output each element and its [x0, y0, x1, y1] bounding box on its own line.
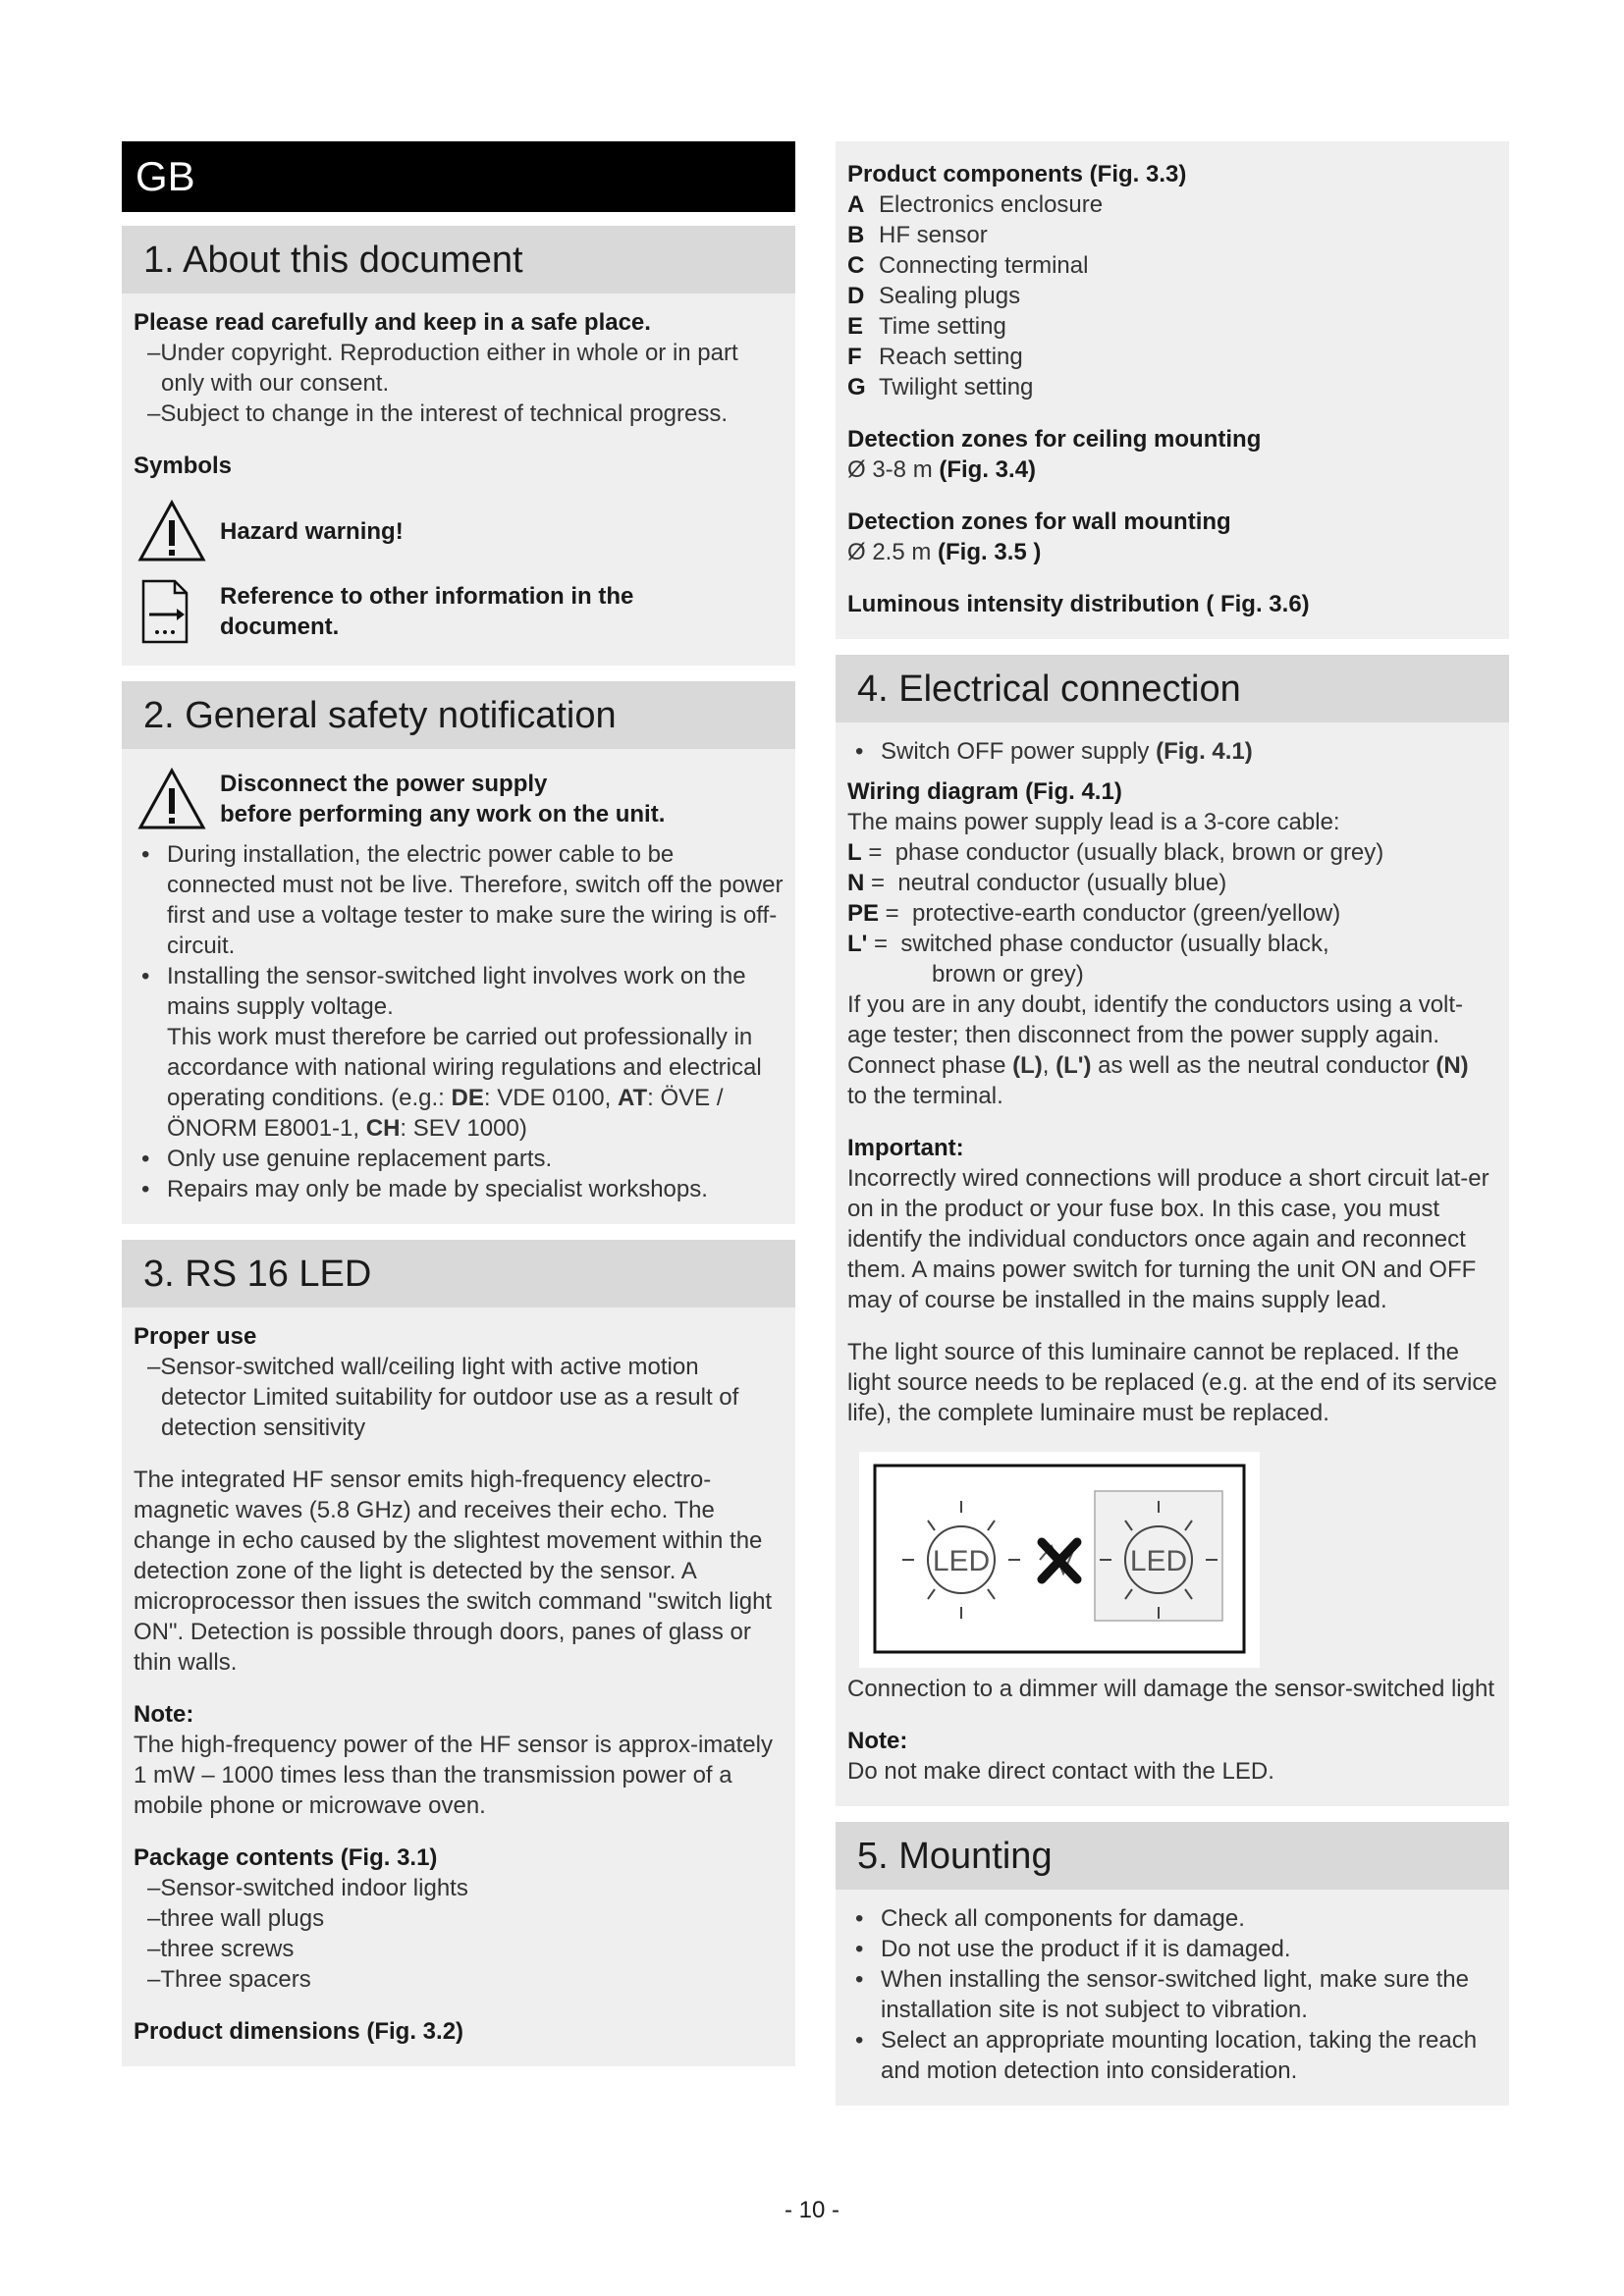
note-text: Do not make direct contact with the LED. [847, 1758, 1274, 1785]
conductor-row: L = phase conductor (usually black, brown or grey) [847, 839, 1384, 866]
light-source-text: The light source of this luminaire cannot be replaced. If the light source needs to be replaced (e.g. at the end of its service life), the complete luminaire must be replaced. [847, 1339, 1497, 1426]
package-contents-label: Package contents (Fig. 3.1) [134, 1844, 438, 1871]
list-item: • Only use genuine replacement parts. [134, 1144, 784, 1174]
section-about-document [122, 226, 795, 666]
hazard-warning-text: Hazard warning! [220, 517, 404, 545]
list-item: • When installing the sensor-switched light, make sure the installation site is not subject to vibration. [847, 1964, 1497, 2025]
warning-text: before performing any work on the unit. [220, 801, 666, 828]
led-label: LED [932, 1545, 991, 1577]
list-item: –Sensor-switched indoor lights [147, 1875, 468, 1901]
component-row: F Reach setting [847, 344, 1023, 370]
note-text: The high-frequency power of the HF sensor is approx-imately 1 mW – 1000 times less than the transmission power of a mobile phone or microwave oven. [134, 1732, 773, 1819]
right-column [836, 141, 1509, 2106]
proper-use-text: –Sensor-switched wall/ceiling light with active motion [147, 1354, 699, 1380]
component-row: C Connecting terminal [847, 252, 1089, 279]
led-label: LED [1129, 1545, 1188, 1577]
section-general-safety [122, 681, 795, 1224]
reference-document-icon [137, 577, 192, 646]
conductor-row: N = neutral conductor (usually blue) [847, 870, 1227, 896]
section-mounting [836, 1822, 1509, 2106]
section-heading: 5. Mounting [836, 1822, 1509, 1890]
wiring-diagram-label: Wiring diagram (Fig. 4.1) [847, 778, 1122, 805]
left-column [122, 141, 795, 2066]
list-item: • Select an appropriate mounting location, taking the reach and motion detection into consideration. [847, 2025, 1497, 2086]
proper-use-text: detector Limited suitability for outdoor use as a result of detection sensitivity [161, 1384, 739, 1441]
ceiling-zones-value: Ø 3-8 m (Fig. 3.4) [847, 456, 1037, 483]
component-row: E Time setting [847, 313, 1006, 340]
component-row: A Electronics enclosure [847, 191, 1104, 218]
note-label: Note: [847, 1728, 908, 1754]
section-heading: 2. General safety notification [122, 681, 795, 749]
switch-off-list [847, 736, 1497, 767]
conductor-row: PE = protective-earth conductor (green/yellow) [847, 900, 1341, 927]
important-label: Important: [847, 1135, 964, 1161]
wall-zones-value: Ø 2.5 m (Fig. 3.5 ) [847, 539, 1042, 565]
list-item: only with our consent. [161, 370, 390, 397]
list-item: • Check all components for damage. [847, 1903, 1497, 1934]
section-rs16-led [122, 1240, 795, 2066]
section-heading: 4. Electrical connection [836, 655, 1509, 722]
component-row: B HF sensor [847, 222, 988, 248]
connect-text: Connect phase (L), (L') as well as the neutral conductor (N) [847, 1052, 1469, 1079]
list-item: –Subject to change in the interest of technical progress. [147, 400, 729, 427]
connect-text-end: to the terminal. [847, 1083, 1003, 1109]
component-row: D Sealing plugs [847, 283, 1021, 309]
hazard-warning-icon [137, 767, 206, 831]
page-number: - 10 - [784, 2197, 839, 2223]
list-item: –three wall plugs [147, 1905, 325, 1932]
warning-text: Disconnect the power supply [220, 771, 548, 797]
list-item: • During installation, the electric power cable to be connected must not be live. Therefore, switch off the power first and use a voltage tester to make sure the wiring is off-circuit. [134, 839, 784, 961]
ceiling-zones-label: Detection zones for ceiling mounting [847, 426, 1262, 453]
list-item: • Repairs may only be made by specialist workshops. [134, 1174, 784, 1204]
reference-text: Reference to other information in the [220, 583, 634, 610]
list-item: –Three spacers [147, 1966, 311, 1993]
conductor-row: L' = switched phase conductor (usually black, [847, 931, 1329, 957]
list-item: –Under copyright. Reproduction either in whole or in part [147, 340, 738, 366]
product-dimensions-label: Product dimensions (Fig. 3.2) [134, 2018, 464, 2045]
conductor-continuation: brown or grey) [932, 961, 1084, 988]
section-product-components [836, 141, 1509, 639]
doubt-text: If you are in any doubt, identify the conductors using a volt-age tester; then disconnect from the power supply again. [847, 991, 1464, 1048]
section-heading: 1. About this document [122, 226, 795, 294]
hf-sensor-text: The integrated HF sensor emits high-frequency electro-magnetic waves (5.8 GHz) and receives their echo. The change in echo caused by the slightest movement within the detection zone of the light is detected by the sensor. A microprocessor then issues the switch command "switch light ON". Detection is possible through doors, panes of glass or thin walls. [134, 1467, 773, 1676]
list-item: • Switch OFF power supply (Fig. 4.1) [847, 736, 1497, 767]
mounting-list [847, 1903, 1497, 2086]
reference-text: document. [220, 614, 340, 640]
wiring-intro: The mains power supply lead is a 3-core cable: [847, 809, 1340, 835]
dimmer-text: Connection to a dimmer will damage the sensor-switched light [847, 1676, 1494, 1702]
list-item: • Installing the sensor-switched light involves work on the mains supply voltage. This work must therefore be carried out professionally in accordance with national wiring regulations and electrical operating conditions. (e.g.: DE: VDE 0100, AT: ÖVE / ÖNORM E8001-1, CH: SEV 1000) [134, 961, 784, 1144]
luminous-distribution: Luminous intensity distribution ( Fig. 3.6) [847, 591, 1310, 617]
section-electrical-connection [836, 655, 1509, 1806]
component-row: G Twilight setting [847, 374, 1034, 400]
hazard-warning-icon [137, 499, 206, 563]
note-label: Note: [134, 1701, 194, 1728]
read-heading: Please read carefully and keep in a safe place. [134, 309, 651, 336]
language-bar: GB [122, 141, 795, 212]
wall-zones-label: Detection zones for wall mounting [847, 508, 1231, 535]
safety-list [134, 839, 784, 1204]
proper-use-label: Proper use [134, 1323, 257, 1350]
dimmer-warning-figure [859, 1452, 1260, 1668]
symbols-label: Symbols [134, 453, 233, 479]
list-item: • Do not use the product if it is damaged. [847, 1934, 1497, 1964]
important-text: Incorrectly wired connections will produce a short circuit lat-er on in the product or your fuse box. In this case, you must identify the individual conductors once again and reconnect them. A mains power switch for turning the unit ON and OFF may of course be installed in the mains supply lead. [847, 1165, 1489, 1313]
section-heading: 3. RS 16 LED [122, 1240, 795, 1308]
list-item: –three screws [147, 1936, 295, 1962]
components-label: Product components (Fig. 3.3) [847, 161, 1187, 187]
